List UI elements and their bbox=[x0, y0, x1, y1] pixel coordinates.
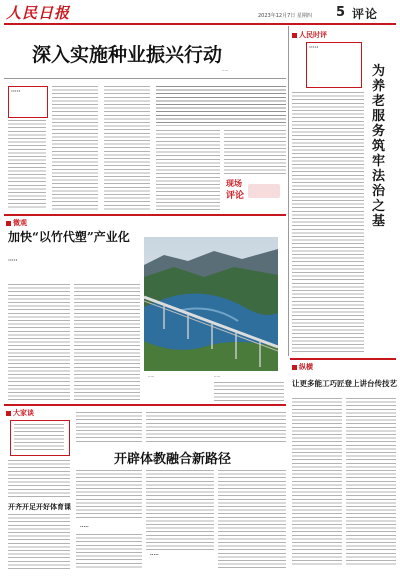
lead-quote-box bbox=[8, 86, 48, 118]
bamboo-headline: 加快“以竹代塑”产业化 bbox=[8, 230, 130, 244]
right-quote-box bbox=[306, 42, 362, 88]
lead-column-4 bbox=[156, 130, 220, 210]
xianchang-badge bbox=[226, 178, 284, 204]
zongheng-headline: 让更多能工巧匠登上讲台传技艺 bbox=[292, 379, 397, 388]
lead-quote: ····· bbox=[11, 89, 21, 95]
bamboo-section-tag: 微观 bbox=[6, 218, 27, 228]
lead-headline: 深入实施种业振兴行动 bbox=[32, 44, 223, 66]
bamboo-column-2 bbox=[74, 284, 140, 400]
zongheng-column-1 bbox=[292, 398, 342, 566]
right-quote: ····· bbox=[309, 45, 319, 51]
right-section-tag: 人民时评 bbox=[292, 30, 327, 40]
right-body-text bbox=[292, 92, 364, 354]
bottom-left-section-tag: 大家谈 bbox=[6, 408, 34, 418]
bottom-center-column-3 bbox=[218, 470, 286, 570]
bottom-center-column-1b bbox=[76, 534, 142, 570]
bottom-center-sub1: ····· bbox=[80, 524, 89, 530]
bamboo-column-1 bbox=[8, 284, 70, 400]
bottom-left-subtitle: 开齐开足开好体育课 bbox=[8, 502, 71, 511]
photo-caption: ····· bbox=[148, 374, 155, 379]
landscape-illustration bbox=[144, 237, 278, 371]
bottom-center-upper-left bbox=[76, 412, 142, 442]
newspaper-logo: 人民日报 bbox=[6, 4, 71, 22]
bottom-left-quote-lines bbox=[14, 424, 64, 450]
lead-byline: ····· bbox=[222, 68, 229, 73]
photo-side-lines bbox=[214, 382, 284, 402]
xianchang-decoration bbox=[248, 184, 280, 198]
xianchang-label-main: 评论 bbox=[226, 191, 245, 201]
section-rule-1 bbox=[4, 214, 286, 216]
page-number: 5 bbox=[336, 5, 346, 20]
page-name: 评论 bbox=[352, 7, 379, 21]
right-column-divider bbox=[288, 26, 289, 356]
lead-column-2 bbox=[52, 86, 98, 210]
bottom-center-column-2 bbox=[146, 470, 214, 550]
section-rule-2 bbox=[290, 358, 396, 360]
photo-side-text: ····· bbox=[214, 374, 221, 379]
bottom-center-upper-right bbox=[146, 412, 286, 442]
zongheng-section-tag: 纵横 bbox=[292, 362, 313, 372]
masthead-rule bbox=[4, 23, 396, 25]
bottom-center-headline: 开辟体教融合新路径 bbox=[114, 452, 232, 467]
bottom-left-column bbox=[8, 514, 70, 570]
section-rule-3 bbox=[4, 404, 286, 406]
lead-column-5 bbox=[224, 130, 286, 176]
zongheng-column-2 bbox=[346, 398, 396, 566]
bottom-center-column-1 bbox=[76, 470, 142, 520]
landscape-photo bbox=[144, 237, 278, 371]
right-headline-vertical: 为养老服务筑牢法治之基 bbox=[372, 64, 386, 229]
lead-column-3 bbox=[104, 86, 150, 210]
issue-date: 2023年12月7日 星期四 bbox=[258, 13, 312, 19]
xianchang-label-top: 现场 bbox=[226, 179, 242, 188]
bamboo-quote: ····· bbox=[8, 258, 18, 264]
lead-column-1 bbox=[8, 120, 46, 210]
lead-column-4a bbox=[156, 86, 286, 126]
bottom-left-column-top bbox=[8, 460, 70, 498]
lead-divider bbox=[4, 78, 286, 79]
bottom-center-sub2: ····· bbox=[150, 552, 159, 558]
